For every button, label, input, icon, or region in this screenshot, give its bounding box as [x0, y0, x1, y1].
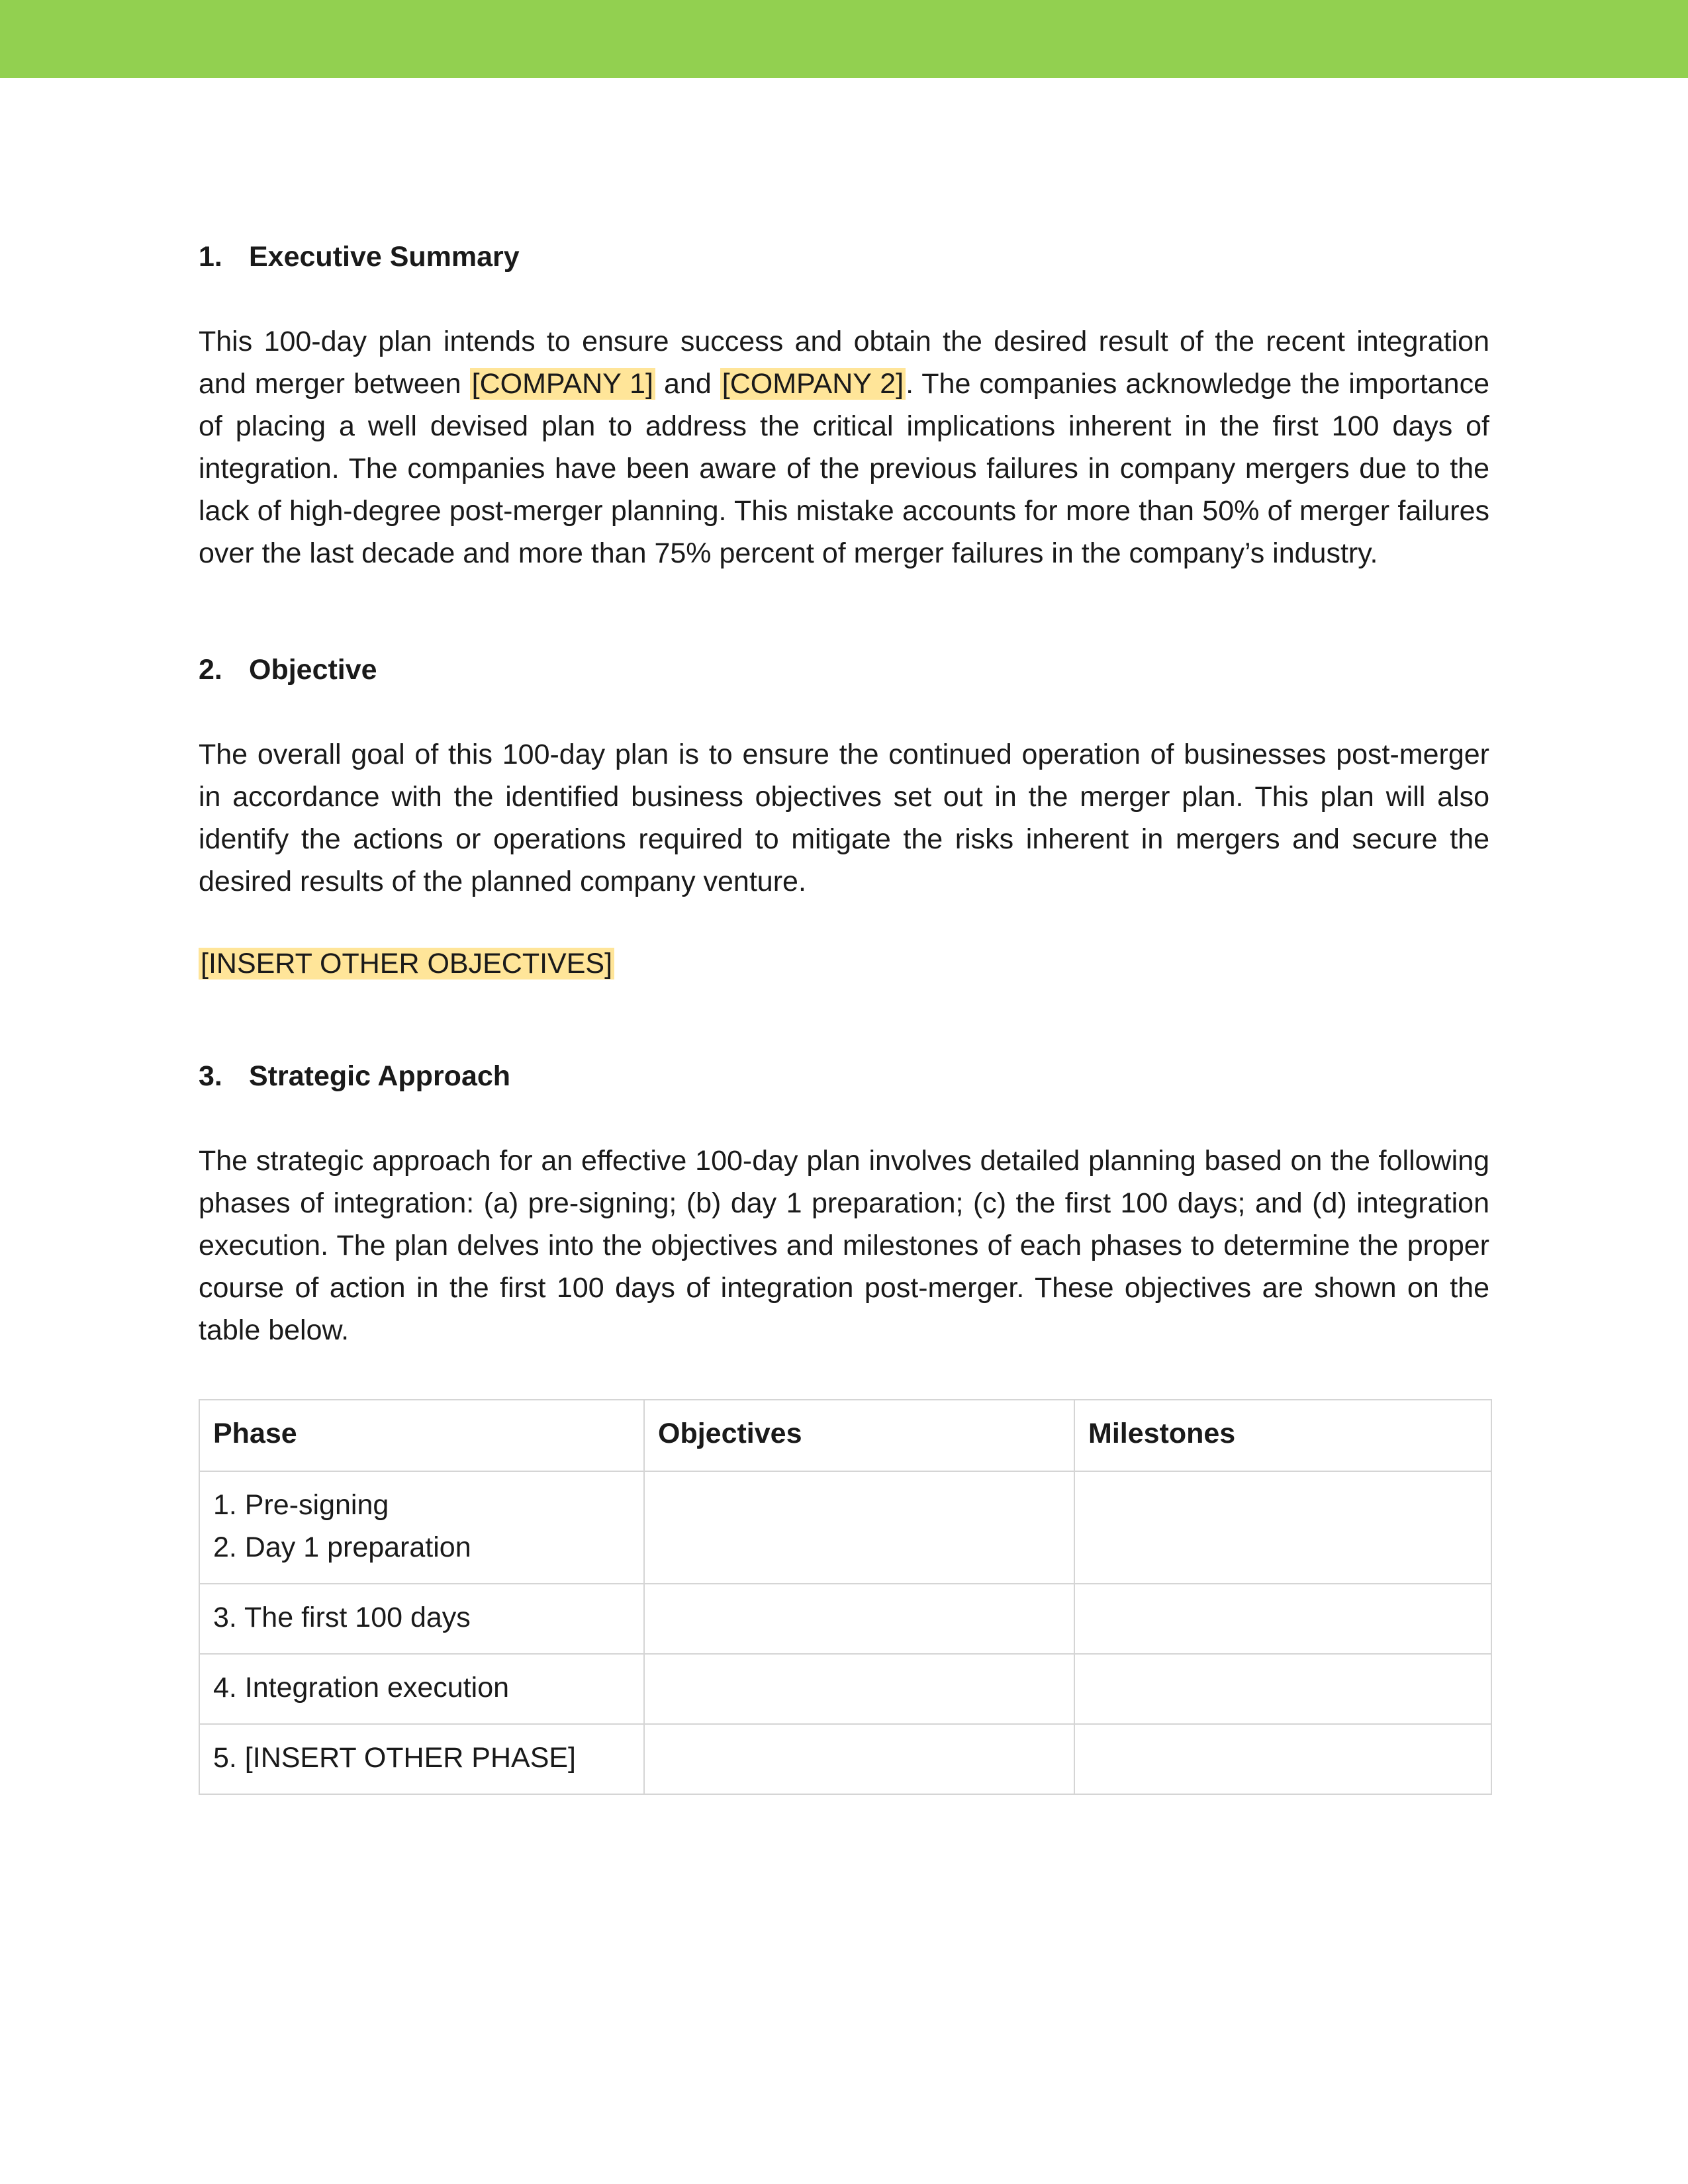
- section-executive-summary: [199, 238, 1489, 574]
- phases-table: [199, 1399, 1492, 1795]
- objectives-cell[interactable]: [644, 1724, 1074, 1794]
- placeholder-text: [INSERT OTHER OBJECTIVES]: [199, 948, 614, 979]
- other-objectives-placeholder: [199, 945, 1489, 982]
- section-number: 1.: [199, 241, 222, 273]
- header-milestones: Milestones: [1074, 1400, 1491, 1471]
- phase-label: 1. Pre-signing: [213, 1489, 389, 1521]
- table-row: [199, 1584, 1491, 1654]
- milestones-cell[interactable]: [1074, 1471, 1491, 1584]
- section-heading: [199, 1058, 1489, 1095]
- section-number: 3.: [199, 1060, 222, 1092]
- phase-cell: [199, 1584, 644, 1654]
- objectives-cell[interactable]: [644, 1584, 1074, 1654]
- phase-label: 4. Integration execution: [213, 1672, 510, 1704]
- executive-summary-paragraph: [199, 320, 1489, 574]
- header-objectives: Objectives: [644, 1400, 1074, 1471]
- phase-cell: [199, 1471, 644, 1584]
- section-heading: [199, 238, 1489, 275]
- milestones-cell[interactable]: [1074, 1654, 1491, 1724]
- strategic-approach-paragraph: The strategic approach for an effective 100-day plan involves detailed planning based on the following phases of integration: (a) pre-signing; (b) day 1 preparation; (c) the first 100 days; and (d) integration execution. The plan delves into the objectives and milestones of each phases to determine the proper course of action in the first 100 days of integration post-merger. These objectives are shown on the table below.: [199, 1145, 1489, 1346]
- section-title: Executive Summary: [249, 241, 520, 273]
- table-row: [199, 1724, 1491, 1794]
- phase-cell: [199, 1724, 644, 1794]
- phase-label: 3. The first 100 days: [213, 1602, 471, 1633]
- paragraph-text: This 100-day plan intends to ensure success and obtain the desired result of the recent integration and merger between: [199, 326, 1489, 400]
- section-title: Strategic Approach: [249, 1060, 511, 1092]
- section-objective: [199, 651, 1489, 982]
- paragraph-text: . The companies acknowledge the importance of placing a well devised plan to address the critical implications inherent in the first 100 days of integration. The companies have been aware of the previous failures in company mergers due to the lack of high-degree post-merger planning. This mistake accounts for more than 50% of merger failures over the last decade and more than 75% percent of merger failures in the company’s industry.: [199, 368, 1489, 569]
- objectives-cell[interactable]: [644, 1654, 1074, 1724]
- header-color-band: [0, 0, 1688, 78]
- milestones-cell[interactable]: [1074, 1584, 1491, 1654]
- company1-placeholder: [COMPANY 1]: [470, 368, 655, 400]
- section-strategic-approach: [199, 1058, 1489, 1795]
- phase-cell: [199, 1654, 644, 1724]
- company2-placeholder: [COMPANY 2]: [720, 368, 906, 400]
- objectives-cell[interactable]: [644, 1471, 1074, 1584]
- table-header-row: [199, 1400, 1491, 1471]
- section-number: 2.: [199, 654, 222, 686]
- phase-label: 2. Day 1 preparation: [213, 1531, 471, 1563]
- table-row: [199, 1654, 1491, 1724]
- milestones-cell[interactable]: [1074, 1724, 1491, 1794]
- objective-paragraph: The overall goal of this 100-day plan is to ensure the continued operation of businesses post-merger in accordance with the identified business objectives set out in the merger plan. This plan will also identify the actions or operations required to mitigate the risks inherent in mergers and secure the desired results of the planned company venture.: [199, 739, 1489, 897]
- table-row: [199, 1471, 1491, 1584]
- document-page: [199, 238, 1489, 1795]
- section-heading: [199, 651, 1489, 688]
- phase-label: 5. [INSERT OTHER PHASE]: [213, 1742, 576, 1774]
- paragraph-text: and: [655, 368, 720, 400]
- header-phase: Phase: [199, 1400, 644, 1471]
- section-title: Objective: [249, 654, 377, 686]
